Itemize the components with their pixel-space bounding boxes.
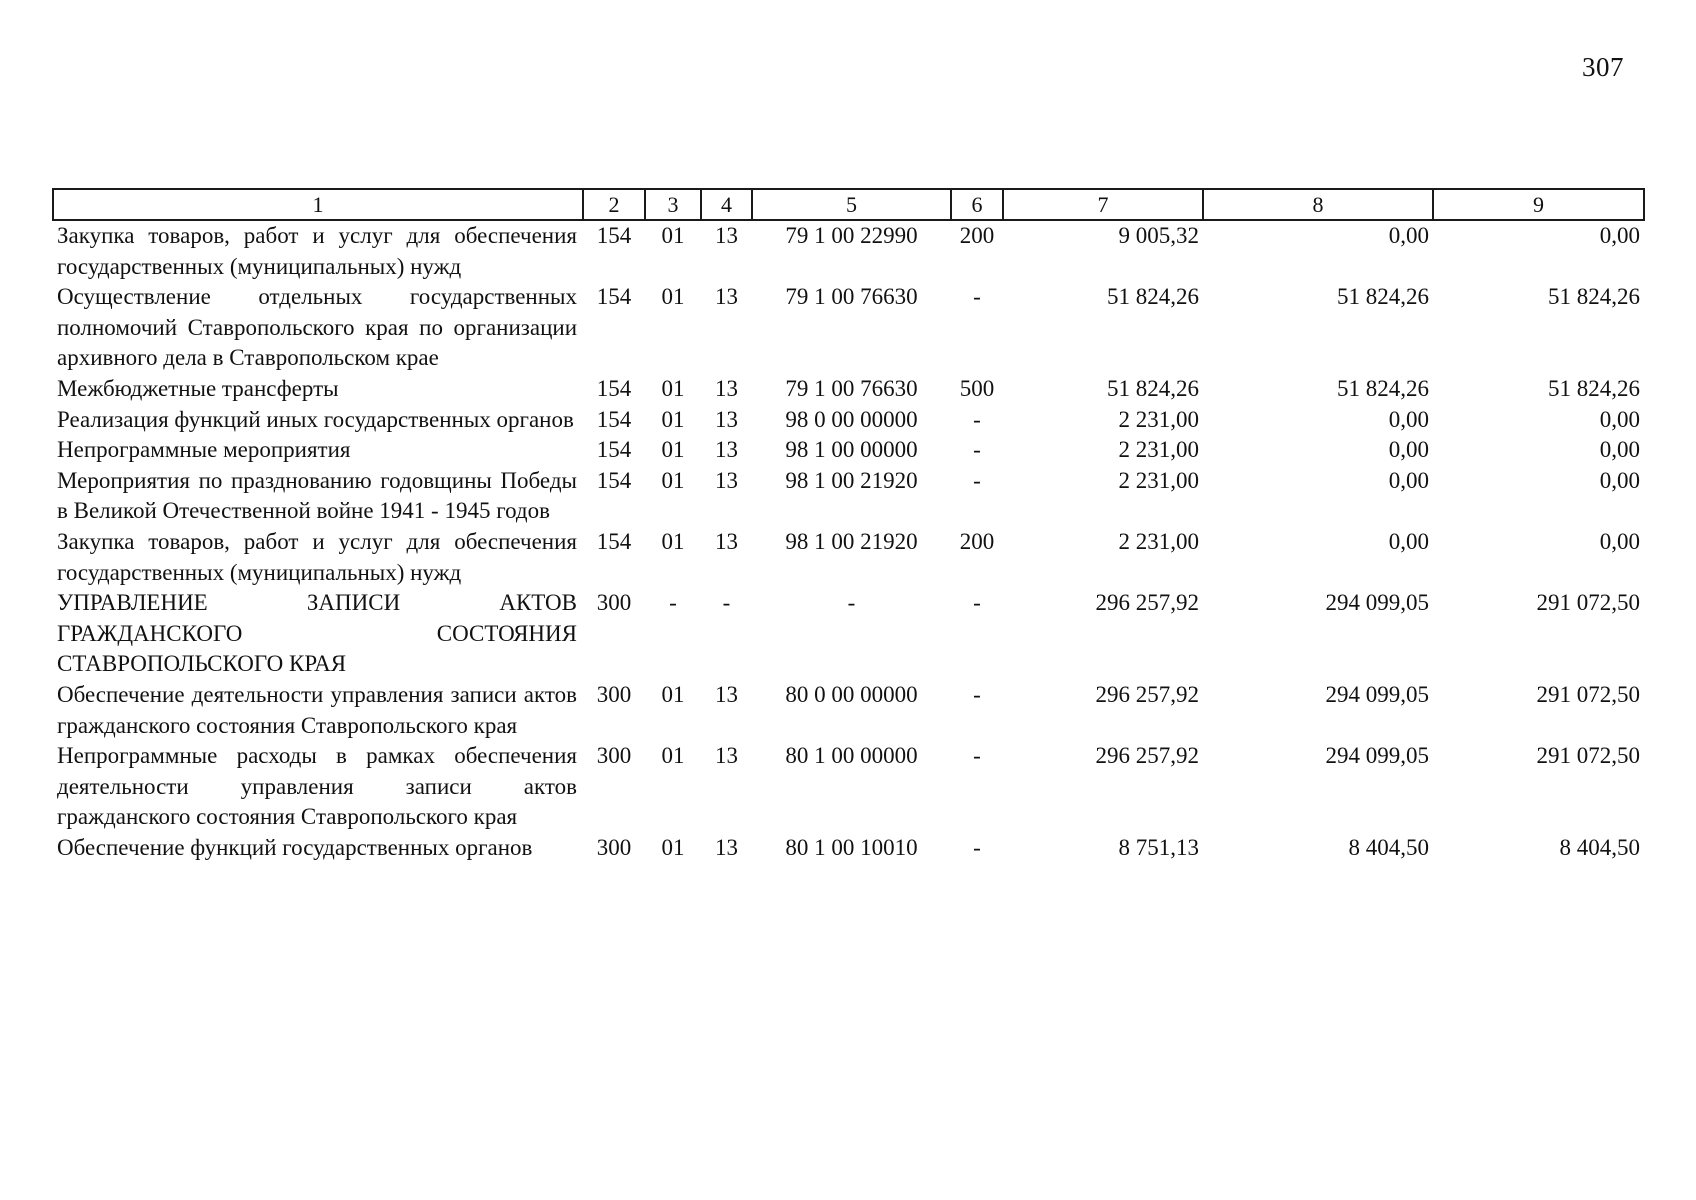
row-subsection: 13: [715, 375, 738, 401]
row-section: 01: [661, 467, 685, 493]
row-code-admin: 154: [596, 223, 632, 248]
row-amount-col7: 2 231,00: [1118, 406, 1199, 432]
row-expense-type: -: [973, 681, 981, 707]
row-amount-col7: 51 824,26: [1107, 284, 1199, 310]
column-header-5: 5: [752, 189, 951, 220]
column-header-7: 7: [1003, 189, 1203, 220]
table-header: [53, 189, 1644, 220]
column-header-1: 1: [53, 189, 583, 220]
row-section: -: [669, 590, 677, 616]
row-amount-col8: 8 404,50: [1348, 834, 1429, 860]
row-amount-col9: 51 824,26: [1548, 284, 1640, 310]
row-amount-col8: 0,00: [1388, 467, 1429, 493]
row-amount-col7: 2 231,00: [1118, 528, 1199, 554]
row-name: Закупка товаров, работ и услуг для обеспечения государственных (муниципальных) нужд: [57, 223, 577, 279]
table-row: [53, 680, 1644, 741]
header-row: [53, 189, 1644, 220]
row-subsection: 13: [715, 437, 738, 463]
table-row: [53, 527, 1644, 588]
row-subsection: -: [722, 590, 731, 616]
column-header-6: 6: [951, 189, 1003, 220]
row-amount-col9: 291 072,50: [1536, 743, 1640, 769]
row-subsection: 13: [715, 528, 738, 554]
row-amount-col8: 0,00: [1388, 528, 1429, 554]
row-amount-col8: 0,00: [1388, 437, 1429, 463]
column-header-4: 4: [701, 189, 752, 220]
row-amount-col8: 294 099,05: [1325, 681, 1429, 707]
row-subsection: 13: [715, 223, 738, 248]
row-subsection: 13: [715, 681, 738, 707]
row-amount-col9: 291 072,50: [1536, 590, 1640, 616]
row-name: Закупка товаров, работ и услуг для обеспечения государственных (муниципальных) нужд: [57, 528, 577, 585]
row-name: Обеспечение функций государственных органов: [57, 834, 533, 860]
table-row: [53, 741, 1644, 833]
row-target-article: 98 0 00 00000: [785, 406, 918, 432]
column-header-8: 8: [1203, 189, 1433, 220]
table-row: [53, 435, 1644, 466]
row-target-article: 98 1 00 21920: [785, 528, 918, 554]
row-target-article: 80 1 00 10010: [785, 834, 918, 860]
row-amount-col9: 0,00: [1599, 467, 1640, 493]
row-amount-col7: 2 231,00: [1118, 437, 1199, 463]
table-row: [53, 282, 1644, 374]
row-target-article: 80 1 00 00000: [785, 743, 918, 769]
row-section: 01: [661, 834, 685, 860]
table-row: [53, 374, 1644, 405]
row-amount-col7: 8 751,13: [1118, 834, 1199, 860]
row-section: 01: [661, 437, 685, 463]
row-name: Непрограммные мероприятия: [57, 437, 351, 463]
row-section: 01: [661, 375, 685, 401]
row-amount-col9: 0,00: [1599, 528, 1640, 554]
row-subsection: 13: [715, 284, 738, 310]
row-name: Межбюджетные трансферты: [57, 375, 339, 401]
row-expense-type: 500: [959, 375, 995, 401]
row-expense-type: -: [973, 467, 981, 493]
row-section: 01: [661, 528, 685, 554]
row-subsection: 13: [715, 834, 738, 860]
row-amount-col7: 296 257,92: [1095, 743, 1199, 769]
row-expense-type: 200: [959, 223, 995, 248]
row-name: Мероприятия по празднованию годовщины Победы в Великой Отечественной войне 1941 - 1945 годов: [57, 467, 577, 524]
page-number: 307: [1582, 52, 1624, 82]
row-name: Обеспечение деятельности управления записи актов гражданского состояния Ставропольского края: [57, 681, 577, 738]
row-expense-type: -: [973, 590, 981, 616]
row-expense-type: -: [973, 284, 981, 310]
row-section: 01: [661, 681, 685, 707]
row-name: Реализация функций иных государственных органов: [57, 406, 574, 432]
row-subsection: 13: [715, 406, 738, 432]
row-code-admin: 154: [596, 375, 632, 401]
row-amount-col7: 2 231,00: [1118, 467, 1199, 493]
row-expense-type: 200: [959, 528, 995, 554]
row-amount-col7: 296 257,92: [1095, 590, 1199, 616]
row-amount-col9: 0,00: [1599, 223, 1640, 248]
row-target-article: 80 0 00 00000: [785, 681, 918, 707]
row-subsection: 13: [715, 467, 738, 493]
row-code-admin: 300: [596, 590, 632, 616]
row-code-admin: 300: [596, 681, 632, 707]
row-expense-type: -: [973, 406, 981, 432]
table-body: [53, 220, 1644, 863]
row-amount-col9: 51 824,26: [1548, 375, 1640, 401]
row-code-admin: 154: [596, 406, 632, 432]
row-amount-col8: 0,00: [1388, 406, 1429, 432]
row-amount-col8: 0,00: [1388, 223, 1429, 248]
table-row: [53, 466, 1644, 527]
row-amount-col9: 8 404,50: [1559, 834, 1640, 860]
row-amount-col8: 51 824,26: [1337, 375, 1429, 401]
budget-table: [52, 188, 1645, 863]
table-row: [53, 588, 1644, 680]
table-row: [53, 833, 1644, 864]
row-amount-col8: 51 824,26: [1337, 284, 1429, 310]
row-amount-col8: 294 099,05: [1325, 743, 1429, 769]
row-amount-col7: 51 824,26: [1107, 375, 1199, 401]
row-amount-col7: 296 257,92: [1095, 681, 1199, 707]
table-row: [53, 220, 1644, 282]
row-subsection: 13: [715, 743, 738, 769]
column-header-9: 9: [1433, 189, 1644, 220]
row-expense-type: -: [973, 743, 981, 769]
column-header-3: 3: [645, 189, 701, 220]
row-amount-col7: 9 005,32: [1118, 223, 1199, 248]
row-name: Непрограммные расходы в рамках обеспечения деятельности управления записи актов гражданского состояния Ставропольского края: [57, 743, 577, 830]
column-header-2: 2: [583, 189, 645, 220]
row-target-article: 98 1 00 00000: [785, 437, 918, 463]
row-section: 01: [661, 284, 685, 310]
row-target-article: 79 1 00 76630: [785, 284, 918, 310]
row-section: 01: [661, 406, 685, 432]
row-expense-type: -: [973, 834, 981, 860]
row-amount-col9: 0,00: [1599, 437, 1640, 463]
row-target-article: -: [847, 590, 856, 616]
row-amount-col9: 291 072,50: [1536, 681, 1640, 707]
row-name: УПРАВЛЕНИЕ ЗАПИСИ АКТОВ ГРАЖДАНСКОГО СОСТОЯНИЯ СТАВРОПОЛЬСКОГО КРАЯ: [57, 590, 577, 677]
row-amount-col8: 294 099,05: [1325, 590, 1429, 616]
row-target-article: 79 1 00 76630: [785, 375, 918, 401]
row-code-admin: 300: [596, 834, 632, 860]
row-section: 01: [661, 223, 685, 248]
row-code-admin: 154: [596, 437, 632, 463]
row-amount-col9: 0,00: [1599, 406, 1640, 432]
row-target-article: 79 1 00 22990: [785, 223, 918, 248]
row-code-admin: 154: [596, 467, 632, 493]
row-code-admin: 300: [596, 743, 632, 769]
row-code-admin: 154: [596, 528, 632, 554]
row-target-article: 98 1 00 21920: [785, 467, 918, 493]
row-code-admin: 154: [596, 284, 632, 310]
table-row: [53, 405, 1644, 436]
row-section: 01: [661, 743, 685, 769]
row-expense-type: -: [973, 437, 981, 463]
row-name: Осуществление отдельных государственных полномочий Ставропольского края по организации архивного дела в Ставропольском крае: [57, 284, 577, 371]
